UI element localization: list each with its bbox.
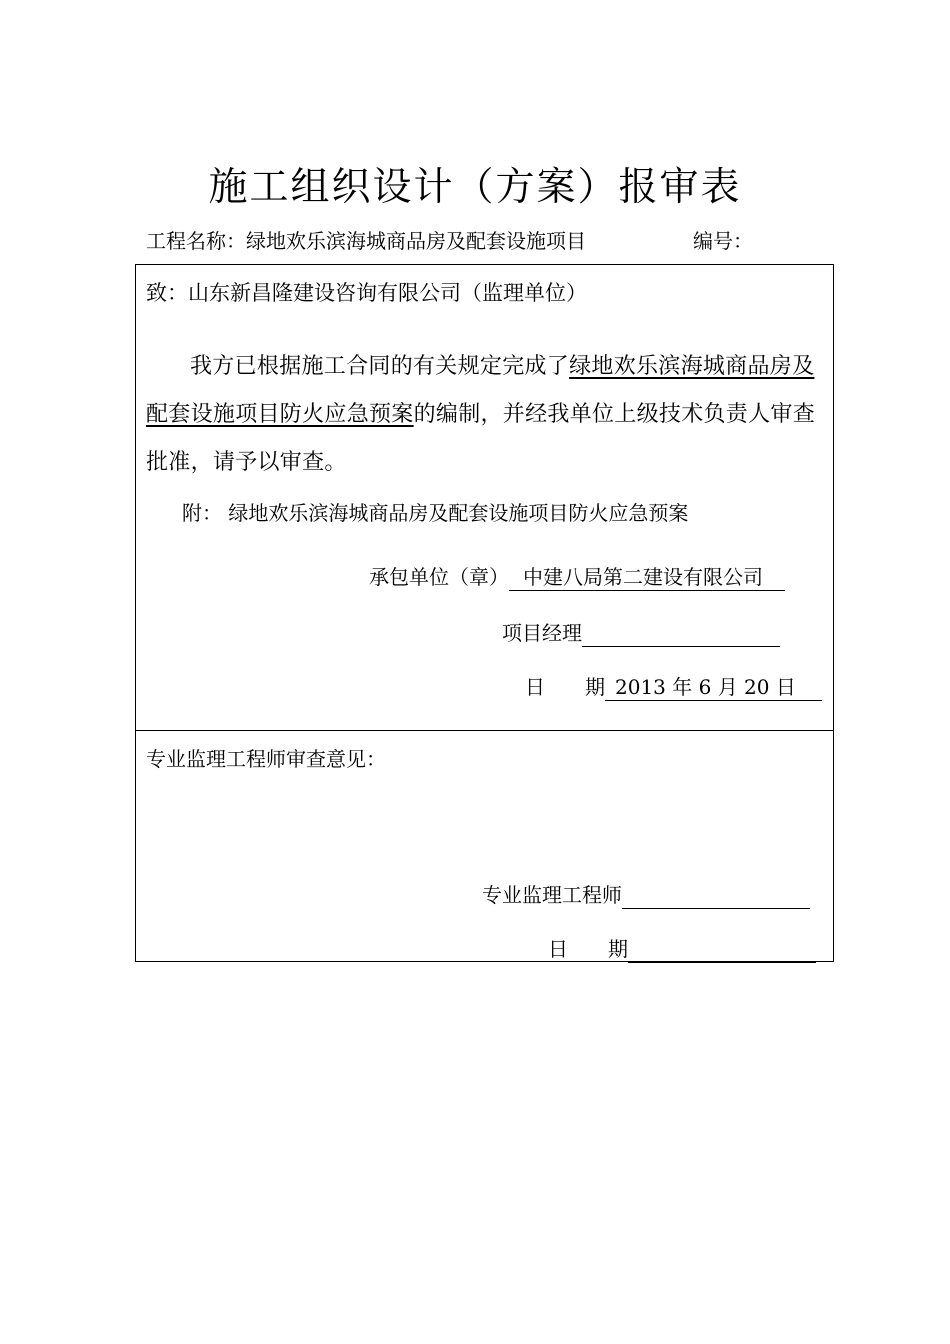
addressee-suffix: （监理单位）: [461, 281, 587, 305]
attachment-line: [182, 499, 688, 527]
manager-label: 项目经理: [502, 621, 582, 645]
review-date-row: [548, 935, 816, 963]
submission-paragraph: [146, 343, 826, 487]
contractor-label: 承包单位（章）: [369, 565, 509, 589]
date-row: [525, 673, 822, 701]
review-date-line[interactable]: [628, 936, 816, 963]
date-label: 日 期: [525, 675, 605, 699]
date-value: 2013 年 6 月 20 日: [605, 674, 822, 701]
addressee-line: [146, 279, 587, 307]
manager-signature-line[interactable]: [582, 620, 780, 647]
contractor-name: 中建八局第二建设有限公司: [509, 564, 785, 591]
manager-row: [502, 619, 780, 647]
attachment-text: 绿地欢乐滨海城商品房及配套设施项目防火应急预案: [228, 501, 689, 525]
attachment-label: 附：: [182, 501, 222, 525]
contractor-row: [369, 563, 785, 591]
addressee-prefix: 致：: [146, 281, 188, 305]
engineer-row: [482, 881, 810, 909]
review-date-label: 日 期: [548, 937, 628, 961]
engineer-signature-line[interactable]: [622, 882, 810, 909]
form-title: 施工组织设计（方案）报审表: [208, 165, 742, 210]
plan-name-underlined: 绿地欢乐滨海城商品房及配套设施项目防火应急预案: [146, 354, 815, 427]
project-name-value: 绿地欢乐滨海城商品房及配套设施项目: [246, 229, 586, 253]
body-text-2: 的编制，并经我单位上级技术负责人审查批准，请予以审查。: [146, 402, 816, 475]
body-text-1: 我方已根据施工合同的有关规定完成了: [190, 354, 570, 379]
project-name-line: [146, 228, 586, 254]
addressee-company: 山东新昌隆建设咨询有限公司: [188, 281, 461, 305]
form-table: [135, 264, 834, 962]
engineer-label: 专业监理工程师: [482, 883, 622, 907]
project-name-label: 工程名称：: [146, 229, 246, 253]
review-opinion-label: 专业监理工程师审查意见：: [146, 747, 386, 771]
number-label: 编号：: [693, 229, 753, 253]
section-divider: [136, 730, 833, 731]
